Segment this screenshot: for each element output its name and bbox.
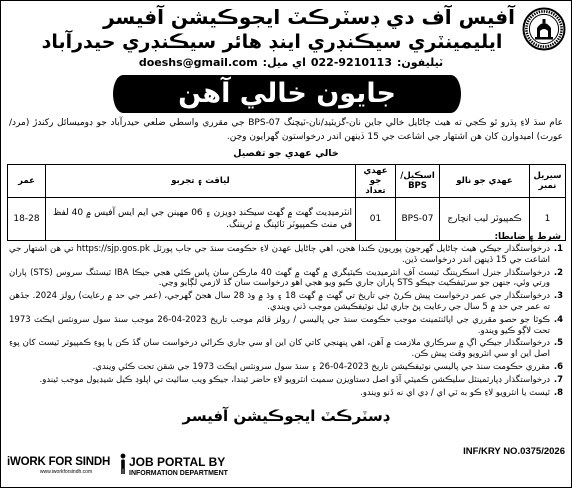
vacancy-banner: جايون خالي آهن (113, 75, 461, 113)
office-subtitle: ايليمينٽري سيڪنڊري اينڊ هائر سيڪنڊري حيدرآباد (41, 31, 503, 53)
term-number: 3. (553, 291, 563, 302)
term-item-5 (9, 338, 563, 360)
header-count-line1: عهدي جو (363, 166, 388, 186)
header-post-line1: عهدي جو نالو (456, 176, 513, 186)
reference-number: INF/KRY NO.0375/2026 (463, 446, 565, 457)
term-text: درخواستگذار جنرل اسڪريننگ ٽيسٽ آف انٽرميڊيٽ ڪيٽيگري ۾ گهٽ ۾ گهٽ 40 مارڪن سان پاس ڪئي هجي جيڪا IBA ٽيسٽنگ سروس (STS) پاران ورتي وئي، جنهن جو سرٽيفڪيٽ جيڪو STS پاران جاري ڪيو ويو هجي اهو درخواست سان گڏ لازمي لڳايو وڃي. (9, 267, 550, 289)
header-serial-line2: نمبر (538, 181, 557, 191)
table-row (8, 198, 566, 241)
header-age (8, 165, 46, 198)
term-number: 1. (553, 244, 563, 254)
term-text-part: درخواستگذار جيڪي هيٺ ڄاڻايل گهرجون پوريون ڪندا هجن، اهي ڄاڻايل عهدن لاءِ حڪومت سنڌ جي جاب پورٽل (152, 244, 551, 254)
phone-label: ٽيليفون: (396, 56, 444, 69)
table-header-row (8, 165, 566, 198)
header-qualification (46, 165, 356, 198)
phone-number: 022-9210113 (310, 56, 392, 69)
term-number: 8. (553, 387, 563, 398)
term-text-part: تي هن اشتهار جي اشاعت جي 15 ڏينهن اندر درخواست ڏين. (9, 244, 550, 265)
cell-serial: 1 (530, 198, 566, 241)
header-count-line2: تعداد (365, 186, 386, 196)
job-portal-credit (129, 456, 234, 478)
term-item-4 (9, 315, 563, 337)
term-item-1 (9, 244, 563, 266)
term-number: 6. (553, 361, 563, 372)
terms-heading: شرط ۽ ضابطا: (494, 232, 561, 242)
contact-line (121, 54, 461, 72)
term-number: 2. (553, 267, 563, 278)
term-text (9, 244, 550, 266)
term-text: درخواستگذار جي عمر درخواست پيش ڪرڻ جي تاريخ تي گهٽ ۾ گهٽ 18 ۽ وڌ ۾ وڌ 28 سال هجڻ گهرجي، (عمر جي حد ۾ رعايت) رولز 2024. جڏهن ته عمر جي حد ۾ 5 سال جي رعايت پڻ جاري ٿيل نوٽيفڪيشن موجب ڏني ويندي. (9, 291, 550, 312)
government-seal-icon (522, 6, 566, 52)
term-item-6 (9, 362, 563, 373)
header-scale-line1: اسڪيل/ (400, 171, 435, 181)
term-text: درخواستگذار ڊپارٽمينٽل سليڪشن ڪميٽي آڏو اصل دستاويزن سميت انٽرويو لاءِ حاضر ٿيندا، جيڪو ويب سائيٽ تي اپلوڊ ڪيل شيڊيول موجب ٿيندو. (39, 374, 550, 385)
table-caption: خالي عهدي جو تفصيل (233, 148, 339, 159)
term-item-8 (9, 388, 563, 399)
office-title: آفيس آف دي ڊسٽرڪٽ ايجوڪيشن آفيسر (103, 5, 515, 29)
job-portal-link[interactable]: https://sjp.gos.pk (76, 244, 150, 254)
portal-line1: JOB PORTAL BY (129, 455, 226, 469)
portal-line2: INFORMATION DEPARTMENT (129, 470, 228, 477)
iwork-logo-text: iWORK FOR SINDH (7, 456, 111, 468)
term-item-3 (9, 291, 563, 313)
term-item-2 (9, 268, 563, 290)
cell-count: 01 (356, 198, 396, 241)
header-scale-line2: BPS (408, 181, 427, 191)
cell-qualification: انٽرميڊيٽ گهٽ ۾ گهٽ سيڪنڊ ڊويزن ۽ 06 مهينن جي ايم ايس آفيس ۾ 40 لفظ في منٽ ڪمپيوٽر ٽائپنگ ۾ ٽريننگ. (46, 198, 356, 241)
header-serial (530, 165, 566, 198)
portal-mark-icon (119, 453, 127, 475)
term-text: درخواستگذار جيڪي اڳ ۾ سرڪاري ملازمت ۾ آهن، اهي پنهنجي کاتي کان اين او سي جاري ڪرائي درخواست سان گڏ ڪن يا پوءِ ڪمپيوٽر ٽيسٽ کان پوءِ اصل اين او سي انٽرويو وقت پيش ڪن. (9, 338, 550, 360)
term-number: 7. (553, 374, 563, 385)
term-text: مقرري حڪومت سنڌ جي پاليسي نوٽيفڪيشن تاريخ 2023-04-26 ۽ سنڌ سول سرونٽس ايڪٽ 1973 جي شقن تحت ڪئي ويندي. (92, 361, 550, 372)
iwork-logo (7, 456, 125, 475)
terms-list (9, 244, 563, 404)
term-number: 5. (553, 338, 563, 349)
vacancy-table (7, 164, 566, 241)
term-number: 4. (553, 314, 563, 325)
header-scale (396, 165, 440, 198)
email-link[interactable]: doeshs@gmail.com (138, 56, 258, 69)
cell-age: 18-28 (8, 198, 46, 241)
header-post (440, 165, 530, 198)
signature-title: ڊسٽرڪٽ ايجوڪيشن آفيسر (182, 407, 390, 425)
header-qualification-line1: لياقت ۽ تجربو (171, 176, 230, 186)
vacancy-table-container (7, 164, 565, 241)
email-label: اي ميل: (262, 56, 306, 69)
header-age-line1: عمر (18, 176, 35, 186)
term-item-7 (9, 375, 563, 386)
term-text: ڪوٽا جو حصو مقرري جي اپائنٽمينٽ موجب حڪومت سنڌ جي پاليسي / رولز قائم موجب تاريخ 2023-04-26 موجب سنڌ سول سرونٽس ايڪٽ 1973 تحت لاڳو ڪيو ويندو. (9, 314, 550, 336)
cell-scale: BPS-07 (396, 198, 440, 241)
header-serial-line1: سيريل (533, 171, 562, 181)
term-text: ٽيسٽ يا انٽرويو لاءِ ڪو به ٽي اي / ڊي اي نه ڏنو ويندو. (360, 387, 550, 398)
intro-paragraph: عام سڌ لاءِ پڌرو ٿو ڪجي ته هيٺ ڄاڻايل خالي جاين نان-گزيٽيڊ/نان-ٽيچنگ BPS-07 جي مقرري واسطي ضلعي حيدرآباد جو ڊوميسائل رکندڙ (مرد/عورت) اميدوارن کان هن اشتهار جي اشاعت جي 15 ڏينهن اندر درخواستون گهرايون وڃن. (9, 118, 563, 142)
header-count (356, 165, 396, 198)
cell-post: ڪمپيوٽر ليب انچارج (440, 198, 530, 241)
iwork-logo-url: www.iworkforsindh.com (39, 469, 93, 475)
